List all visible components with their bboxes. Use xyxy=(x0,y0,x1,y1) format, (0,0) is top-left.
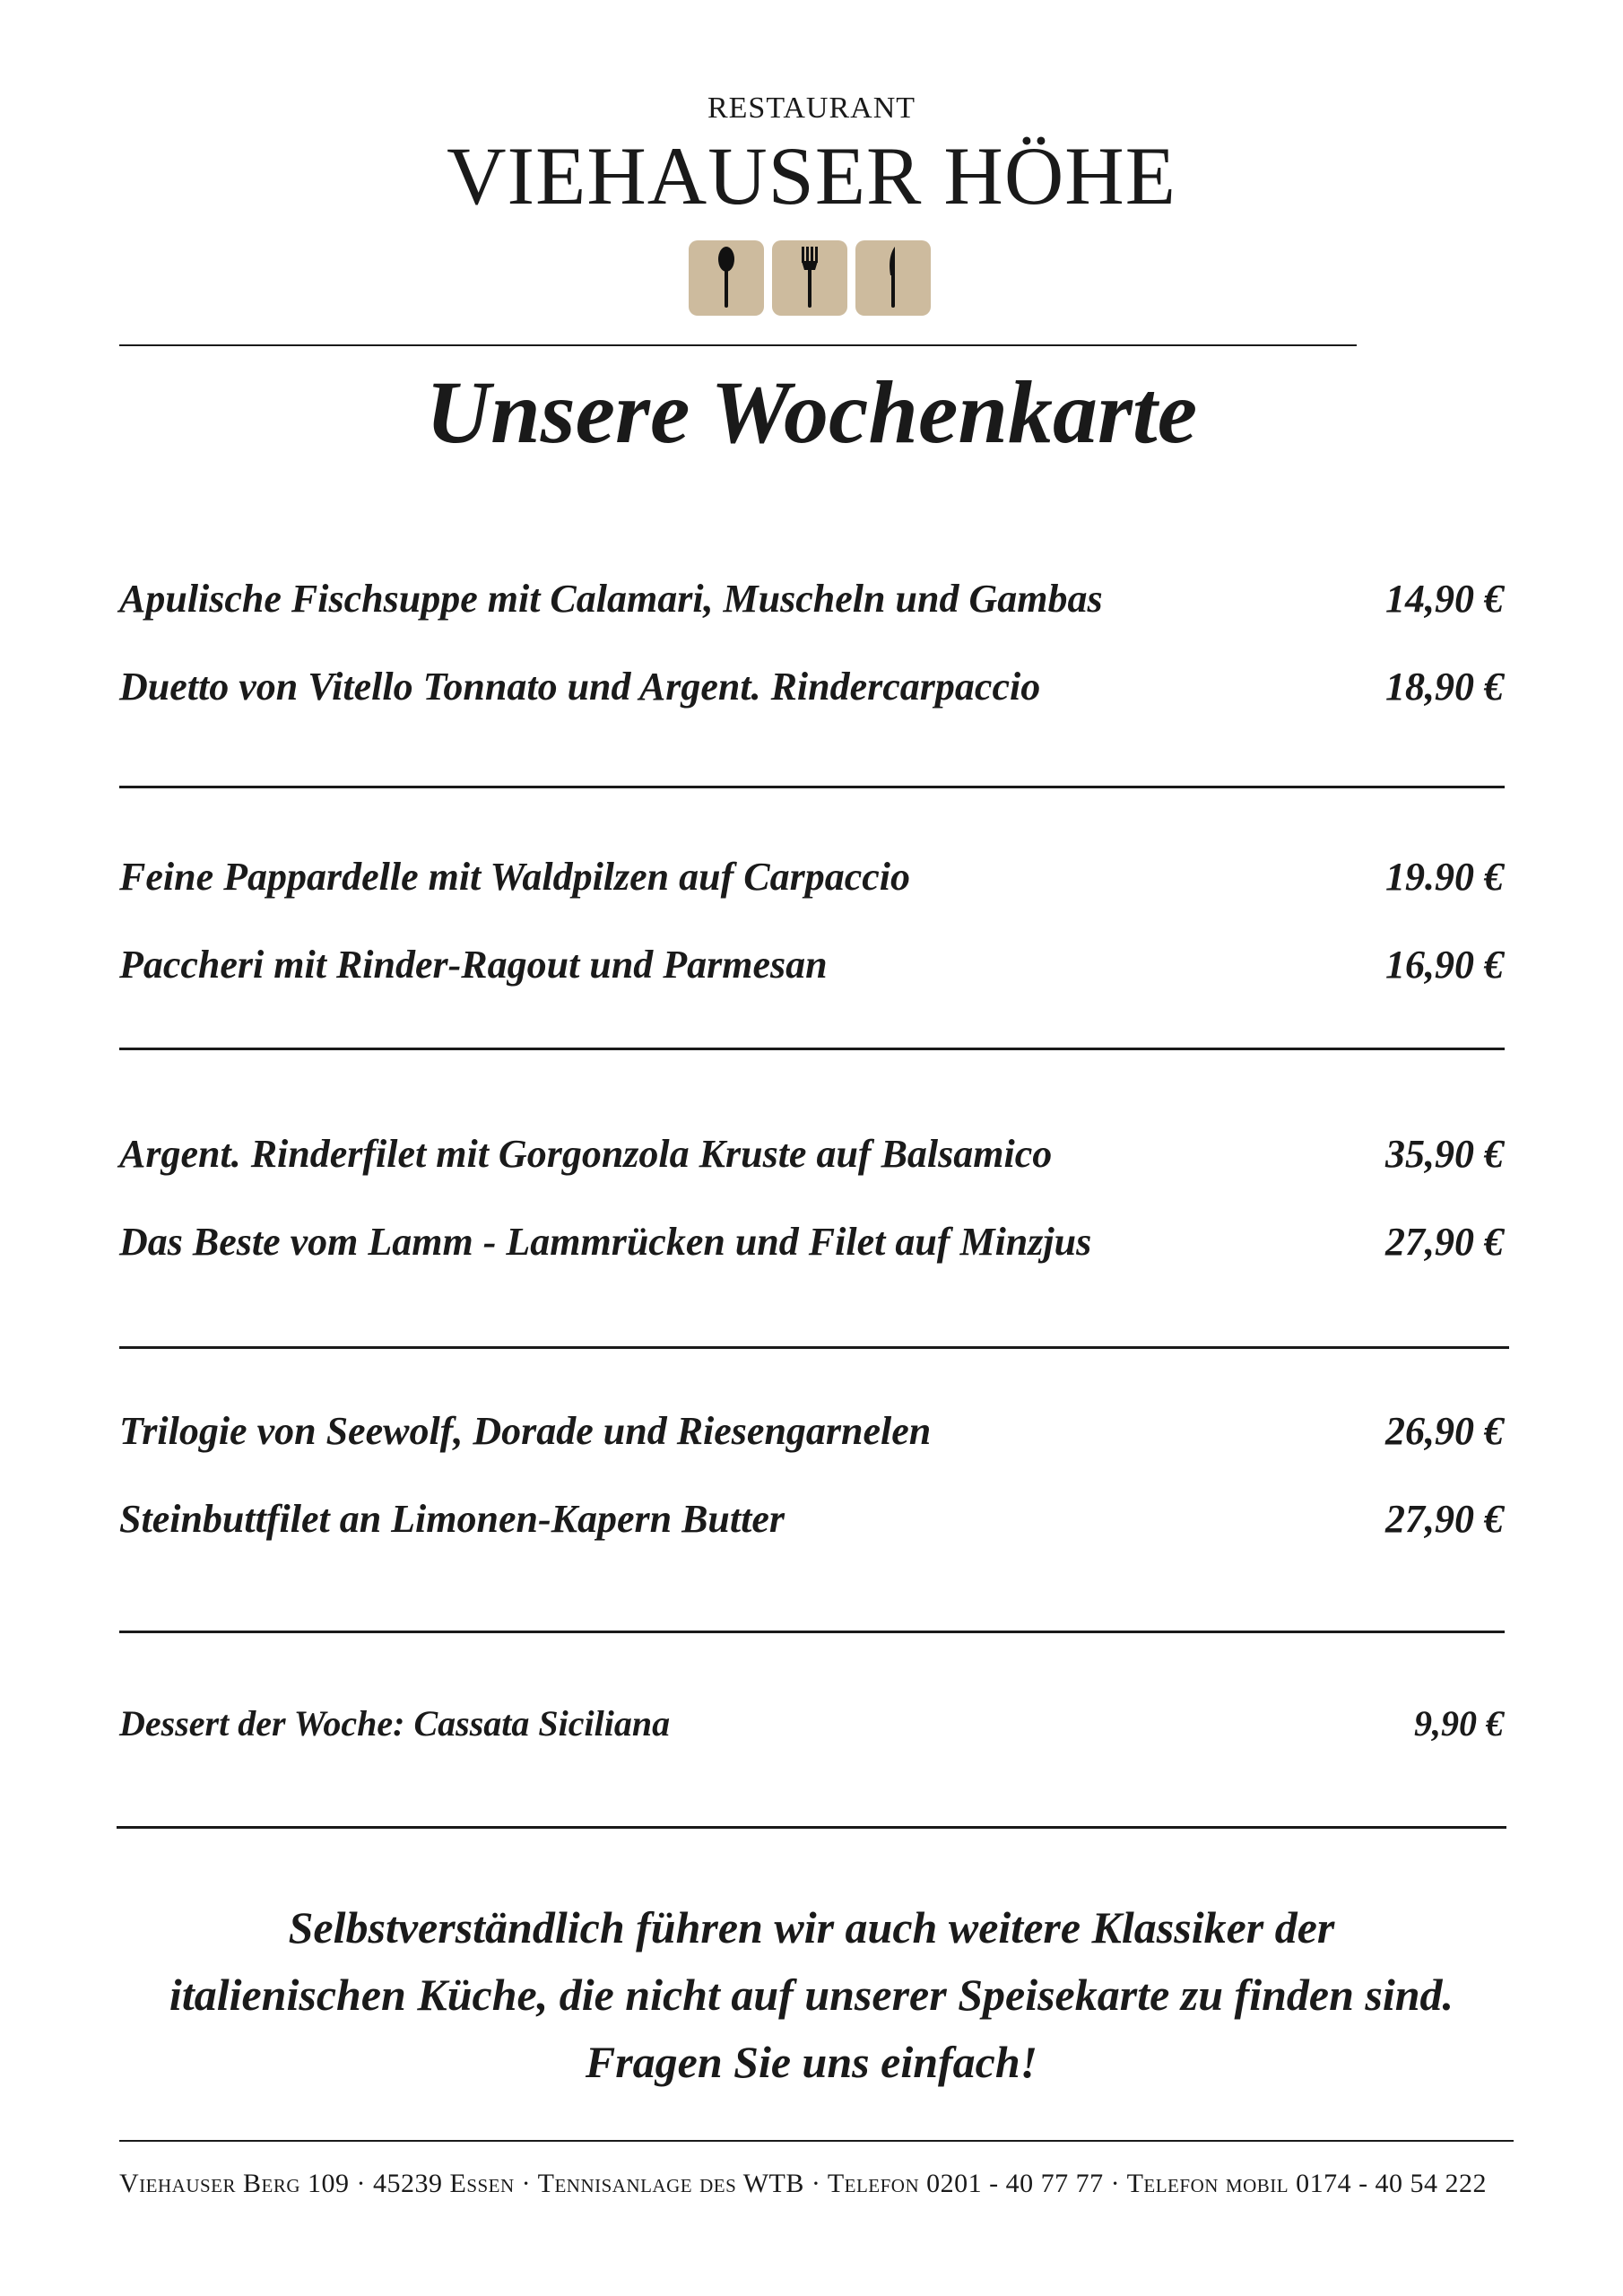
menu-item-price: 18,90 € xyxy=(1385,665,1504,709)
footer-divider xyxy=(119,2140,1514,2142)
section-divider xyxy=(117,1826,1506,1829)
knife-icon xyxy=(875,245,911,311)
page-title: Unsere Wochenkarte xyxy=(425,362,1198,462)
menu-item-name: Trilogie von Seewolf, Dorade und Riesengarnelen xyxy=(119,1409,932,1453)
knife-tile xyxy=(855,240,931,316)
menu-item-name: Dessert der Woche: Cassata Siciliana xyxy=(119,1703,671,1744)
menu-item-price: 14,90 € xyxy=(1385,577,1504,621)
fork-icon xyxy=(792,245,828,311)
note-line: Fragen Sie uns einfach! xyxy=(585,2037,1038,2087)
section-divider xyxy=(119,786,1505,788)
menu-item-price: 19.90 € xyxy=(1385,855,1504,899)
section-divider xyxy=(119,1346,1509,1349)
menu-item-name: Argent. Rinderfilet mit Gorgonzola Kruste auf Balsamico xyxy=(119,1132,1053,1176)
restaurant-name: VIEHAUSER HÖHE xyxy=(447,130,1176,222)
menu-item-name: Steinbuttfilet an Limonen-Kapern Butter xyxy=(119,1497,785,1541)
footer-address: Viehauser Berg 109 · 45239 Essen · Tennisanlage des WTB · Telefon 0201 - 40 77 77 · Telefon mobil 0174 - 40 54 222 xyxy=(119,2169,1488,2198)
header-divider xyxy=(119,344,1357,346)
menu-item-price: 16,90 € xyxy=(1385,943,1504,987)
menu-item-price: 27,90 € xyxy=(1385,1497,1504,1541)
section-divider xyxy=(119,1048,1505,1050)
menu-item-price: 9,90 € xyxy=(1414,1703,1504,1744)
menu-item-price: 26,90 € xyxy=(1385,1409,1504,1453)
note-line: italienischen Küche, die nicht auf unserer Speisekarte zu finden sind. xyxy=(169,1970,1454,2020)
note-line: Selbstverständlich führen wir auch weitere Klassiker der xyxy=(288,1902,1335,1952)
menu-item-price: 35,90 € xyxy=(1385,1132,1504,1176)
menu-item-price: 27,90 € xyxy=(1385,1220,1504,1264)
menu-item-name: Feine Pappardelle mit Waldpilzen auf Carpaccio xyxy=(119,855,911,899)
menu-item-name: Das Beste vom Lamm - Lammrücken und Filet auf Minzjus xyxy=(119,1220,1092,1264)
restaurant-kicker: RESTAURANT xyxy=(707,91,916,125)
fork-tile xyxy=(772,240,847,316)
menu-item-name: Paccheri mit Rinder-Ragout und Parmesan xyxy=(119,943,828,987)
menu-item-name: Duetto von Vitello Tonnato und Argent. Rindercarpaccio xyxy=(119,665,1041,709)
section-divider xyxy=(119,1631,1505,1633)
cutlery-logo xyxy=(689,240,933,316)
menu-item-name: Apulische Fischsuppe mit Calamari, Muscheln und Gambas xyxy=(119,577,1103,621)
spoon-icon xyxy=(708,245,744,311)
spoon-tile xyxy=(689,240,764,316)
closing-note xyxy=(0,1894,1623,2096)
